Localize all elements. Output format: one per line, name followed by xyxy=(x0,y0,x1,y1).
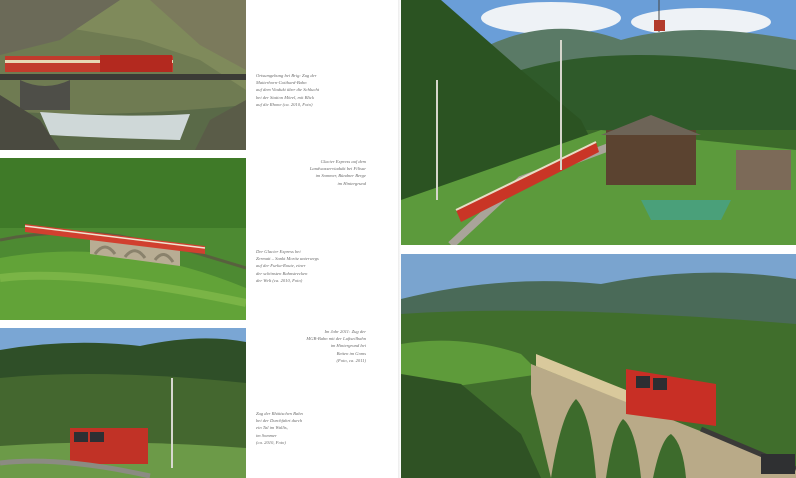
photo-train-viaduct-gorge xyxy=(0,0,246,150)
photo-train-village-cablecar xyxy=(401,0,796,245)
caption-3: Der Glacier Express bei Zermatt – Sankt Moritz unterwegs auf der Furka-Route, einer der schönsten Bahnstrecken der Welt (ca. 2010, Foto) xyxy=(256,249,319,283)
caption-4: Im Jahr 2011: Zug der MGB-Bahn mit der Luftseilbahn im Hintergrund bei Betten im Goms (Foto, ca. 2011) xyxy=(306,329,366,363)
caption-1: Ortsumgebung bei Brig: Zug der Matterhorn-Gotthard-Bahn auf dem Viadukt über die Schlucht bei der Station Mörel, mit Blick auf die Rhone (ca. 2010, Foto) xyxy=(256,73,320,107)
caption-2: Glacier Express auf dem Landwasserviadukt bei Filisur im Sommer, Bündner Berge im Hintergrund xyxy=(309,159,366,186)
photo-train-mountain-valley xyxy=(0,328,246,478)
photo-train-stone-viaduct xyxy=(401,254,796,478)
caption-5: Zug der Rhätischen Bahn bei der Durchfahrt durch ein Tal im Wallis, im Sommer (ca. 2010, Foto) xyxy=(256,411,303,445)
photo-glacier-express-curved-viaduct xyxy=(0,158,246,320)
